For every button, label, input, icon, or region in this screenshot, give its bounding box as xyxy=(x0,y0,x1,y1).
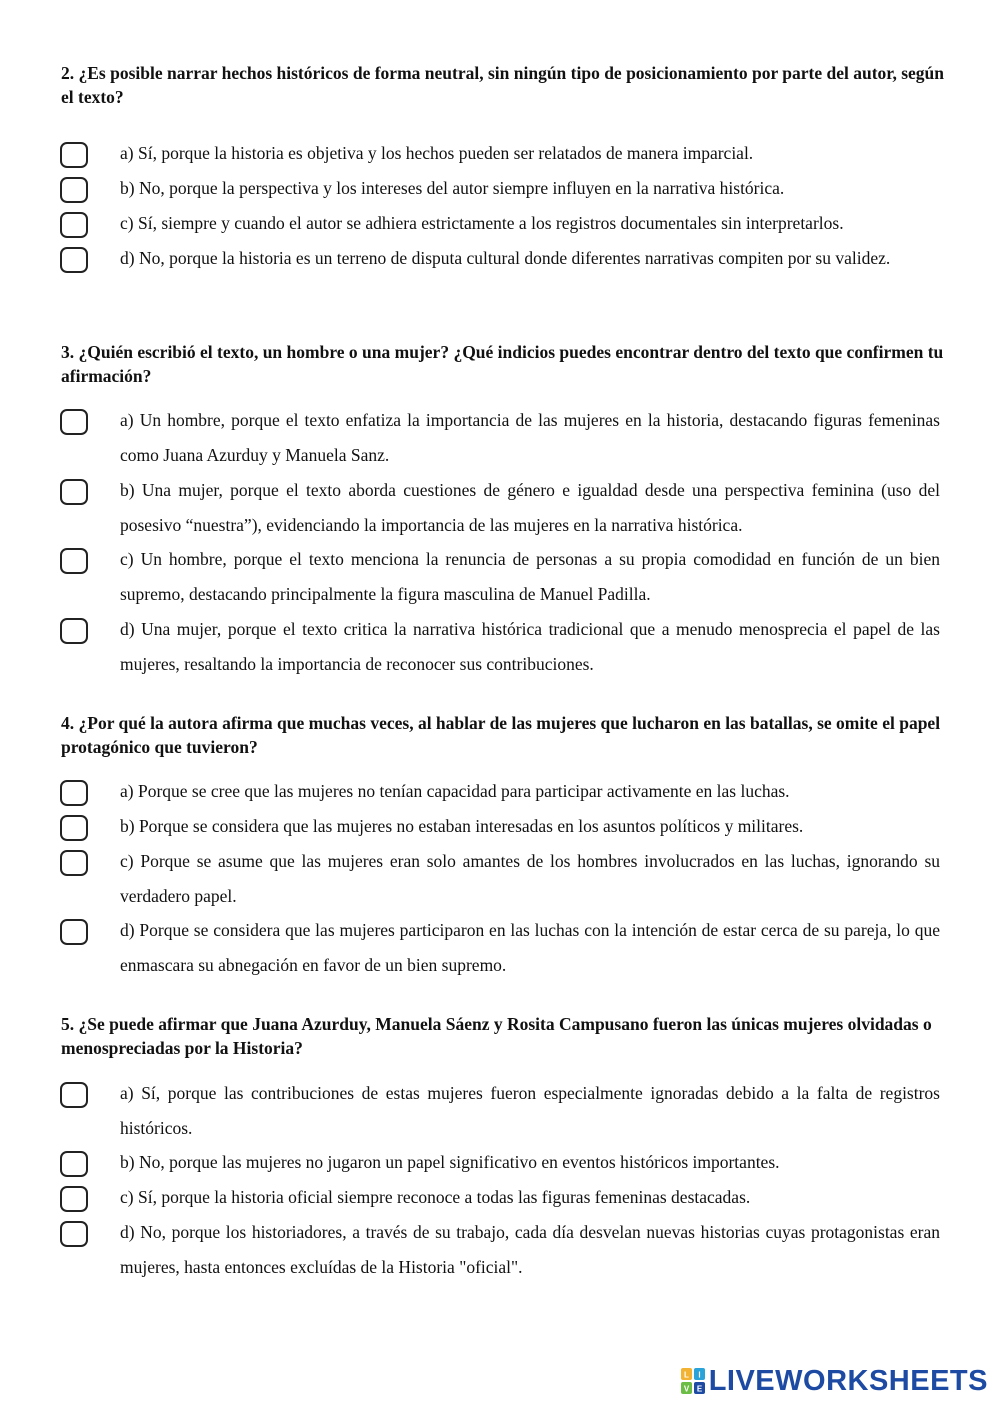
option-text: c) Porque se asume que las mujeres eran solo amantes de los hombres involucrados en las luchas, ignorando su verdadero papel. xyxy=(120,851,940,906)
answer-checkbox[interactable] xyxy=(60,247,88,273)
option-text: a) Porque se cree que las mujeres no tenían capacidad para participar activamente en las luchas. xyxy=(120,781,790,801)
liveworksheets-logo-icon xyxy=(681,1368,705,1394)
answer-checkbox[interactable] xyxy=(60,780,88,806)
liveworksheets-logo[interactable] xyxy=(681,1364,988,1398)
option-text: b) Una mujer, porque el texto aborda cuestiones de género e igualdad desde una perspectiva feminina (uso del posesivo “nuestra”), evidenciando la importancia de las mujeres en la narrativa histórica. xyxy=(120,480,940,535)
answer-checkbox[interactable] xyxy=(60,1186,88,1212)
svg-text:V: V xyxy=(683,1384,689,1394)
svg-text:E: E xyxy=(696,1384,702,1394)
answer-checkbox[interactable] xyxy=(60,212,88,238)
option-text: c) Sí, porque la historia oficial siempre reconoce a todas las figuras femeninas destacadas. xyxy=(120,1187,751,1207)
answer-checkbox[interactable] xyxy=(60,1082,88,1108)
option-text: d) Porque se considera que las mujeres participaron en las luchas con la intención de estar cerca de su pareja, lo que enmascara su abnegación en favor de un bien supremo. xyxy=(120,920,940,975)
option-text: c) Sí, siempre y cuando el autor se adhiera estrictamente a los registros documentales sin interpretarlos. xyxy=(120,213,844,233)
option-text: a) Un hombre, porque el texto enfatiza la importancia de las mujeres en la historia, destacando figuras femeninas como Juana Azurduy y Manuela Sanz. xyxy=(120,410,940,465)
answer-checkbox[interactable] xyxy=(60,409,88,435)
question-title: 5. ¿Se puede afirmar que Juana Azurduy, Manuela Sáenz y Rosita Campusano fueron las únicas mujeres olvidadas o menospreciadas por la Historia? xyxy=(61,1014,932,1058)
question-title: 2. ¿Es posible narrar hechos históricos de forma neutral, sin ningún tipo de posicionamiento por parte del autor, según el texto? xyxy=(61,63,945,107)
answer-checkbox[interactable] xyxy=(60,479,88,505)
answer-checkbox[interactable] xyxy=(60,1221,88,1247)
answer-checkbox[interactable] xyxy=(60,815,88,841)
answer-checkbox[interactable] xyxy=(60,618,88,644)
question-title: 3. ¿Quién escribió el texto, un hombre o una mujer? ¿Qué indicios puedes encontrar dentro del texto que confirmen tu afirmación? xyxy=(61,342,944,386)
answer-checkbox[interactable] xyxy=(60,142,88,168)
question-title: 4. ¿Por qué la autora afirma que muchas veces, al hablar de las mujeres que lucharon en las batallas, se omite el papel protagónico que tuvieron? xyxy=(61,713,941,757)
option-text: a) Sí, porque las contribuciones de estas mujeres fueron especialmente ignoradas debido a la falta de registros históricos. xyxy=(120,1083,940,1138)
answer-checkbox[interactable] xyxy=(60,1151,88,1177)
option-text: b) Porque se considera que las mujeres no estaban interesadas en los asuntos políticos y militares. xyxy=(120,816,804,836)
svg-text:L: L xyxy=(683,1370,689,1380)
answer-checkbox[interactable] xyxy=(60,919,88,945)
option-text: a) Sí, porque la historia es objetiva y los hechos pueden ser relatados de manera imparcial. xyxy=(120,143,754,163)
answer-checkbox[interactable] xyxy=(60,548,88,574)
answer-checkbox[interactable] xyxy=(60,850,88,876)
option-text: d) Una mujer, porque el texto critica la narrativa histórica tradicional que a menudo menosprecia el papel de las mujeres, resaltando la importancia de reconocer sus contribuciones. xyxy=(120,619,940,674)
answer-checkbox[interactable] xyxy=(60,177,88,203)
option-text: c) Un hombre, porque el texto menciona la renuncia de personas a su propia comodidad en función de un bien supremo, destacando principalmente la figura masculina de Manuel Padilla. xyxy=(120,549,940,604)
option-text: d) No, porque los historiadores, a través de su trabajo, cada día desvelan nuevas historias cuyas protagonistas eran mujeres, hasta entonces excluídas de la Historia "oficial". xyxy=(120,1222,940,1277)
option-text: b) No, porque la perspectiva y los intereses del autor siempre influyen en la narrativa histórica. xyxy=(120,178,785,198)
option-text: b) No, porque las mujeres no jugaron un papel significativo en eventos históricos importantes. xyxy=(120,1152,780,1172)
option-text: d) No, porque la historia es un terreno de disputa cultural donde diferentes narrativas compiten por su validez. xyxy=(120,248,891,268)
svg-text:I: I xyxy=(698,1370,701,1380)
logo-text: LIVEWORKSHEETS xyxy=(708,1364,988,1397)
